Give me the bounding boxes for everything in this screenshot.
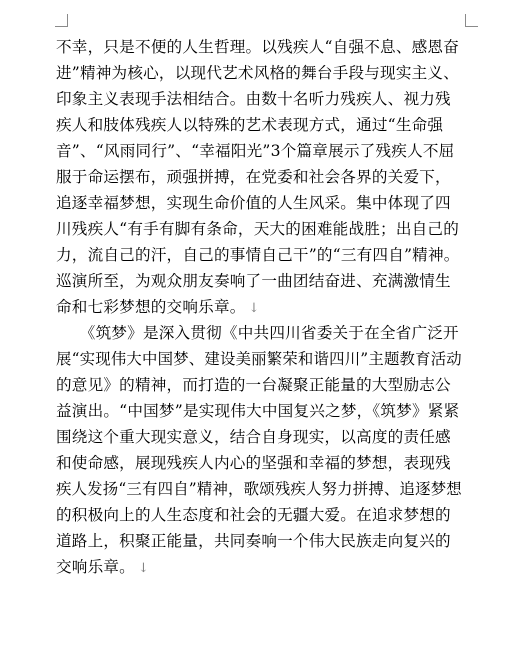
text-line: 围绕这个重大现实意义，结合自身现实，以高度的责任感	[56, 428, 451, 446]
text-line: 力，流自己的汗，自己的事情自己干”的“三有四自”精神。	[56, 246, 460, 264]
paragraph-2	[56, 320, 464, 580]
crop-mark-top-left	[55, 14, 68, 27]
text-line-content: 命和七彩梦想的交响乐章。	[56, 298, 246, 316]
text-line: 服于命运摆布，顽强拼搏，在党委和社会各界的关爱下，	[56, 168, 451, 186]
crop-mark-top-right	[465, 14, 478, 27]
text-line: 追逐幸福梦想，实现生命价值的人生风采。集中体现了四	[56, 194, 451, 212]
text-line: 疾人发扬“三有四自”精神，歌颂残疾人努力拼搏、追逐梦想	[56, 480, 462, 498]
text-line-content: 交响乐章。	[56, 558, 135, 576]
text-line: 疾人和肢体残疾人以特殊的艺术表现方式，通过“生命强	[56, 116, 444, 134]
text-line: 印象主义表现手法相结合。由数十名听力残疾人、视力残	[56, 90, 451, 108]
text-line: 川残疾人“有手有脚有条命，天大的困难能战胜；出自己的	[56, 220, 460, 238]
text-line-last	[56, 294, 464, 320]
text-line: 展“实现伟大中国梦、建设美丽繁荣和谐四川”主题教育活动	[56, 350, 462, 368]
text-line: 的意见》的精神，而打造的一台凝聚正能量的大型励志公	[56, 376, 451, 394]
paragraph-mark-icon: ↓	[248, 301, 260, 316]
text-line: 和使命感，展现残疾人内心的坚强和幸福的梦想，表现残	[56, 454, 451, 472]
paragraph-1	[56, 34, 464, 320]
paragraph-mark-icon: ↓	[137, 561, 150, 576]
text-line: 进”精神为核心，以现代艺术风格的舞台手段与现实主义、	[56, 64, 460, 82]
text-line: 益演出。“中国梦”是实现伟大中国复兴之梦，《筑梦》紧紧	[56, 402, 460, 420]
text-line-last	[56, 554, 464, 580]
document-body[interactable]	[56, 34, 464, 580]
text-line: 的积极向上的人生态度和社会的无疆大爱。在追求梦想的	[56, 506, 451, 524]
text-line: 《筑梦》是深入贯彻《中共四川省委关于在全省广泛开	[56, 324, 459, 342]
text-line: 不幸，只是不便的人生哲理。以残疾人“自强不息、感恩奋	[56, 38, 460, 56]
text-line: 音”、“风雨同行”、“幸福阳光”3个篇章展示了残疾人不屈	[56, 142, 455, 160]
text-line: 巡演所至，为观众朋友奏响了一曲团结奋进、充满激情生	[56, 272, 451, 290]
text-line: 道路上，积聚正能量，共同奏响一个伟大民族走向复兴的	[56, 532, 451, 550]
